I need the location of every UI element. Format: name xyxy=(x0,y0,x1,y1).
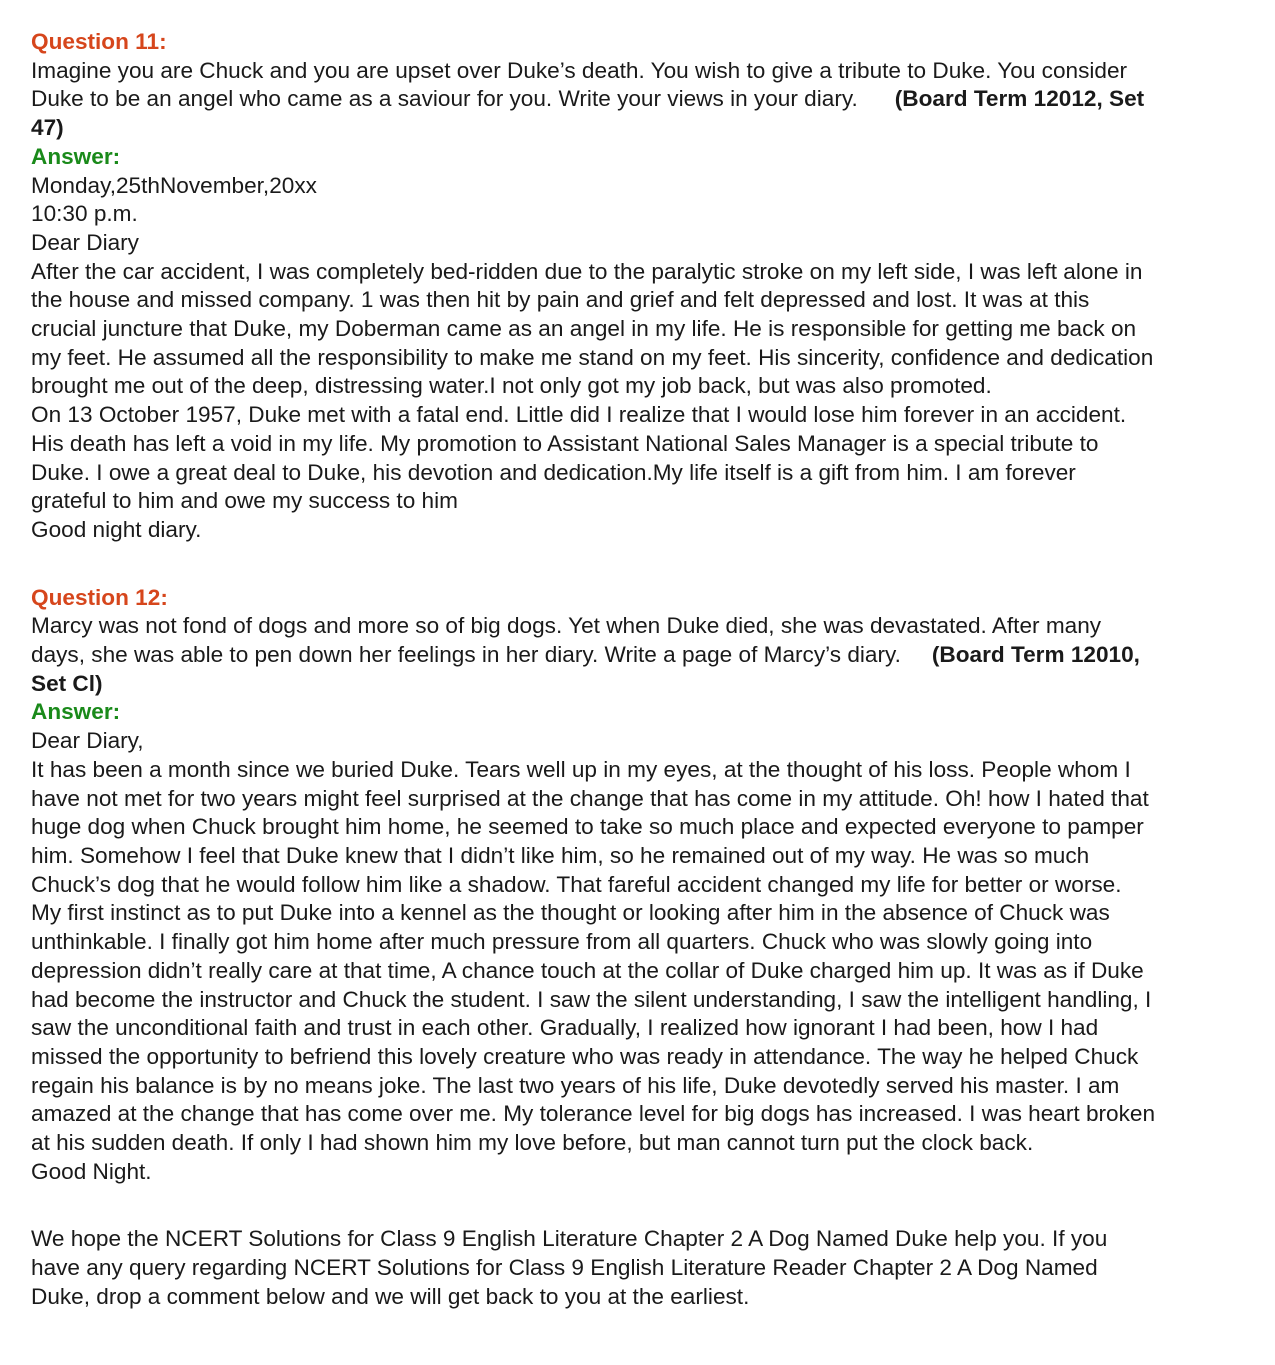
answer-11-body xyxy=(31,172,1271,545)
answer-12-line: saw the unconditional faith and trust in each other. Gradually, I realized how ignorant I had been, how I had xyxy=(31,1015,1099,1041)
answer-12-line: It has been a month since we buried Duke. Tears well up in my eyes, at the thought of his loss. People whom I xyxy=(31,756,1131,782)
section-spacer xyxy=(31,545,1271,584)
question-12-text-line xyxy=(31,641,1271,670)
question-11-text-line: Imagine you are Chuck and you are upset over Duke’s death. You wish to give a tribute to Duke. You consider xyxy=(31,57,1128,83)
answer-11-line: His death has left a void in my life. My promotion to Assistant National Sales Manager is a special tribute to xyxy=(31,430,1099,456)
question-11-text-line xyxy=(31,85,1271,114)
question-12-text: days, she was able to pen down her feelings in her diary. Write a page of Marcy’s diary. xyxy=(31,642,901,668)
answer-12-heading: Answer: xyxy=(31,699,121,725)
answer-11-line: my feet. He assumed all the responsibility to make me stand on my feet. His sincerity, confidence and dedication xyxy=(31,344,1154,370)
question-11-board-ref-cont: 47) xyxy=(31,115,64,141)
answer-11-line: Monday,25thNovember,20xx xyxy=(31,172,317,198)
answer-11-line: grateful to him and owe my success to him xyxy=(31,488,458,514)
answer-12-line: had become the instructor and Chuck the student. I saw the silent understanding, I saw the intelligent handling, I xyxy=(31,986,1152,1012)
answer-11-line: On 13 October 1957, Duke met with a fatal end. Little did I realize that I would lose him forever in an accident. xyxy=(31,402,1127,428)
question-12-board-ref-cont: Set Cl) xyxy=(31,670,103,696)
answer-12-line: Chuck’s dog that he would follow him like a shadow. That fareful accident changed my life for better or worse. xyxy=(31,871,1122,897)
question-12-section xyxy=(31,584,1271,1187)
answer-12-line: missed the opportunity to befriend this lovely creature who was ready in attendance. The way he helped Chuck xyxy=(31,1043,1139,1069)
section-spacer xyxy=(31,1186,1271,1225)
question-12-text-line: Marcy was not fond of dogs and more so of big dogs. Yet when Duke died, she was devastated. After many xyxy=(31,613,1102,639)
closing-line: We hope the NCERT Solutions for Class 9 English Literature Chapter 2 A Dog Named Duke help you. If you xyxy=(31,1226,1108,1252)
question-11-board-ref: (Board Term 12012, Set xyxy=(894,86,1145,112)
answer-11-line: the house and missed company. 1 was then hit by pain and grief and felt depressed and lost. It was at this xyxy=(31,287,1090,313)
answer-12-line: Dear Diary, xyxy=(31,728,144,754)
answer-12-line: him. Somehow I feel that Duke knew that I didn’t like him, so he remained out of my way. He was so much xyxy=(31,842,1090,868)
answer-11-line: crucial juncture that Duke, my Doberman came as an angel in my life. He is responsible for getting me back on xyxy=(31,316,1137,342)
answer-12-line: depression didn’t really care at that time, A chance touch at the collar of Duke charged him up. It was as if Duke xyxy=(31,957,1144,983)
answer-12-line: Good Night. xyxy=(31,1158,152,1184)
answer-12-line: regain his balance is by no means joke. The last two years of his life, Duke devotedly served his master. I am xyxy=(31,1072,1120,1098)
answer-11-line: Good night diary. xyxy=(31,516,202,542)
question-12-heading: Question 12: xyxy=(31,584,168,610)
closing-line: Duke, drop a comment below and we will get back to you at the earliest. xyxy=(31,1283,750,1309)
answer-11-line: Duke. I owe a great deal to Duke, his devotion and dedication.My life itself is a gift from him. I am forever xyxy=(31,459,1076,485)
answer-12-line: amazed at the change that has come over me. My tolerance level for big dogs has increased. I was heart broken xyxy=(31,1101,1156,1127)
answer-12-line: unthinkable. I finally got him home after much pressure from all quarters. Chuck who was slowly going into xyxy=(31,929,1093,955)
answer-12-body xyxy=(31,727,1271,1186)
answer-11-heading: Answer: xyxy=(31,143,121,169)
closing-paragraph xyxy=(31,1225,1271,1311)
document-page xyxy=(31,28,1271,1312)
question-11-text: Duke to be an angel who came as a saviour for you. Write your views in your diary. xyxy=(31,86,858,112)
answer-11-line: 10:30 p.m. xyxy=(31,201,138,227)
answer-12-line: huge dog when Chuck brought him home, he seemed to take so much place and expected everyone to pamper xyxy=(31,814,1144,840)
answer-12-line: My first instinct as to put Duke into a kennel as the thought or looking after him in the absence of Chuck was xyxy=(31,900,1110,926)
question-11-section xyxy=(31,28,1271,545)
question-11-heading: Question 11: xyxy=(31,29,167,54)
answer-11-line: After the car accident, I was completely bed-ridden due to the paralytic stroke on my left side, I was left alone in xyxy=(31,258,1143,284)
answer-12-line: have not met for two years might feel surprised at the change that has come in my attitude. Oh! how I hated that xyxy=(31,785,1149,811)
answer-12-line: at his sudden death. If only I had shown him my love before, but man cannot turn put the clock back. xyxy=(31,1130,1034,1156)
question-12-board-ref: (Board Term 12010, xyxy=(931,642,1140,668)
answer-11-line: Dear Diary xyxy=(31,229,139,255)
answer-11-line: brought me out of the deep, distressing water.I not only got my job back, but was also promoted. xyxy=(31,373,992,399)
closing-line: have any query regarding NCERT Solutions for Class 9 English Literature Reader Chapter 2 A Dog Named xyxy=(31,1255,1098,1281)
